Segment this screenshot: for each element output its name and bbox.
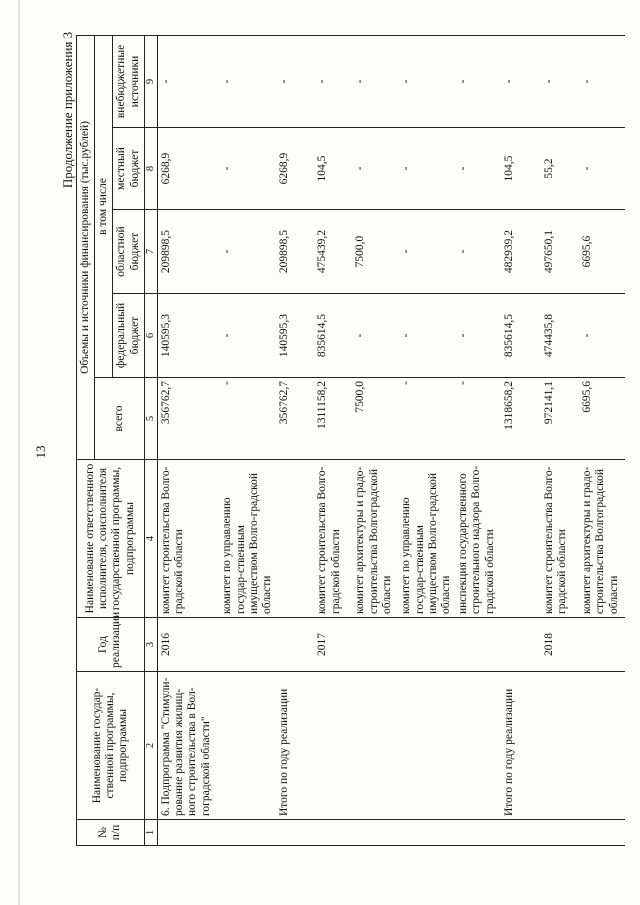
- row-local: -: [579, 128, 625, 210]
- row-total: 356762,7: [157, 378, 219, 460]
- landscape-table-frame: [76, 36, 634, 846]
- row-local: 104,5: [314, 128, 352, 210]
- index-cell: 5: [144, 378, 157, 460]
- row-extra: -: [352, 35, 398, 127]
- header-extra: внебюджетные источники: [113, 35, 144, 127]
- row-federal: 835614,5: [501, 294, 541, 378]
- index-cell: 7: [144, 210, 157, 294]
- row-federal: -: [219, 294, 276, 378]
- table-row: [579, 35, 625, 845]
- row-year: [579, 618, 625, 672]
- row-executor: комитет строительства Волго-градской области: [314, 460, 352, 618]
- row-executor: [501, 460, 541, 618]
- row-regional: -: [219, 210, 276, 294]
- row-local: 104,5: [501, 128, 541, 210]
- table-row: [157, 35, 219, 845]
- row-executor: комитет архитектуры и градо-строительства Волгоградской области: [352, 460, 398, 618]
- index-cell: 6: [144, 294, 157, 378]
- table-row: [501, 35, 541, 845]
- row-program-name: [455, 672, 501, 820]
- row-executor: комитет строительства Волго-градской области: [541, 460, 579, 618]
- row-local: -: [455, 128, 501, 210]
- index-cell: 1: [144, 820, 157, 846]
- index-cell: 4: [144, 460, 157, 618]
- table-row: [455, 35, 501, 845]
- row-year: [352, 618, 398, 672]
- rotated-table-area: [76, 36, 634, 846]
- funding-table: [76, 35, 625, 846]
- row-total: 356762,7: [276, 378, 314, 460]
- row-regional: 497650,1: [541, 210, 579, 294]
- row-no: [455, 820, 501, 846]
- row-no: [276, 820, 314, 846]
- page-number: 13: [33, 445, 48, 459]
- row-local: 6268,9: [276, 128, 314, 210]
- row-program-name: [398, 672, 455, 820]
- row-year: 2017: [314, 618, 352, 672]
- row-extra: -: [541, 35, 579, 127]
- header-executor: Наименование ответственного исполнителя, соисполнителя государственной программы, подпрограммы: [77, 460, 145, 618]
- row-regional: -: [455, 210, 501, 294]
- row-federal: -: [455, 294, 501, 378]
- row-program-name: [541, 672, 579, 820]
- header-index-row: [144, 35, 157, 845]
- row-total: 7500,0: [352, 378, 398, 460]
- row-program-name: [219, 672, 276, 820]
- row-program-name: [352, 672, 398, 820]
- row-extra: -: [455, 35, 501, 127]
- row-year: [219, 618, 276, 672]
- header-local: местный бюджет: [113, 128, 144, 210]
- row-federal: -: [352, 294, 398, 378]
- row-regional: 209898,5: [276, 210, 314, 294]
- row-program-name: [579, 672, 625, 820]
- header-program-name: Наименование государ-ственной программы, подпрограммы: [77, 672, 145, 820]
- row-regional: 482939,2: [501, 210, 541, 294]
- row-total: 1311158,2: [314, 378, 352, 460]
- row-total: 1318658,2: [501, 378, 541, 460]
- row-no: [541, 820, 579, 846]
- row-year: [455, 618, 501, 672]
- row-regional: 209898,5: [157, 210, 219, 294]
- scan-edge: [18, 0, 20, 905]
- row-year: [276, 618, 314, 672]
- index-cell: 9: [144, 35, 157, 127]
- table-body: [157, 35, 625, 845]
- row-local: 55,2: [541, 128, 579, 210]
- row-program-name: [314, 672, 352, 820]
- header-including: в том числе: [95, 35, 113, 377]
- row-extra: -: [501, 35, 541, 127]
- row-extra: -: [579, 35, 625, 127]
- row-no: [398, 820, 455, 846]
- row-year: [501, 618, 541, 672]
- row-extra: -: [314, 35, 352, 127]
- row-no: [579, 820, 625, 846]
- row-year: [398, 618, 455, 672]
- row-total: -: [455, 378, 501, 460]
- table-row: [314, 35, 352, 845]
- table-row: [398, 35, 455, 845]
- row-no: [157, 820, 219, 846]
- row-extra: -: [398, 35, 455, 127]
- index-cell: 8: [144, 128, 157, 210]
- row-federal: 474435,8: [541, 294, 579, 378]
- index-cell: 3: [144, 618, 157, 672]
- row-local: -: [219, 128, 276, 210]
- row-year: 2016: [157, 618, 219, 672]
- row-total: -: [398, 378, 455, 460]
- header-regional: областной бюджет: [113, 210, 144, 294]
- row-program-name: Итого по году реализации: [276, 672, 314, 820]
- row-federal: 140595,3: [276, 294, 314, 378]
- header-total: всего: [95, 378, 145, 460]
- row-federal: -: [579, 294, 625, 378]
- table-row: [276, 35, 314, 845]
- row-total: -: [219, 378, 276, 460]
- row-federal: 835614,5: [314, 294, 352, 378]
- row-program-name: Итого по году реализации: [501, 672, 541, 820]
- header-year: Год реализации: [77, 618, 145, 672]
- table-row: [541, 35, 579, 845]
- row-extra: -: [276, 35, 314, 127]
- header-federal: федеральный бюджет: [113, 294, 144, 378]
- row-regional: -: [398, 210, 455, 294]
- row-local: -: [352, 128, 398, 210]
- row-executor: комитет архитектуры и градо-строительства Волгоградской области: [579, 460, 625, 618]
- continuation-label: Продолжение приложения 3: [60, 31, 75, 189]
- row-local: 6268,9: [157, 128, 219, 210]
- row-regional: 6695,6: [579, 210, 625, 294]
- header-funding: Объемы и источники финансирования (тыс.рублей): [77, 35, 95, 459]
- row-program-name: 6. Подпрограмма "Стимули-рование развития жилищ-ного строительства в Вол-гоградской области": [157, 672, 219, 820]
- row-federal: 140595,3: [157, 294, 219, 378]
- row-executor: комитет по управлению государ-ственным имуществом Волго-градской области: [219, 460, 276, 618]
- row-total: 972141,1: [541, 378, 579, 460]
- row-year: 2018: [541, 618, 579, 672]
- table-row: [352, 35, 398, 845]
- header-row-1: [77, 35, 95, 845]
- header-no: № п/п: [77, 820, 145, 846]
- row-federal: -: [398, 294, 455, 378]
- row-local: -: [398, 128, 455, 210]
- row-executor: инспекция государственного строительного надзора Волго-градской области: [455, 460, 501, 618]
- index-cell: 2: [144, 672, 157, 820]
- row-total: 6695,6: [579, 378, 625, 460]
- row-no: [314, 820, 352, 846]
- row-no: [219, 820, 276, 846]
- row-executor: комитет строительства Волго-градской области: [157, 460, 219, 618]
- row-executor: [276, 460, 314, 618]
- table-row: [219, 35, 276, 845]
- row-no: [501, 820, 541, 846]
- row-no: [352, 820, 398, 846]
- row-regional: 7500,0: [352, 210, 398, 294]
- row-extra: -: [157, 35, 219, 127]
- row-regional: 475439,2: [314, 210, 352, 294]
- row-executor: комитет по управлению государ-ственным имуществом Волго-градской области: [398, 460, 455, 618]
- row-extra: -: [219, 35, 276, 127]
